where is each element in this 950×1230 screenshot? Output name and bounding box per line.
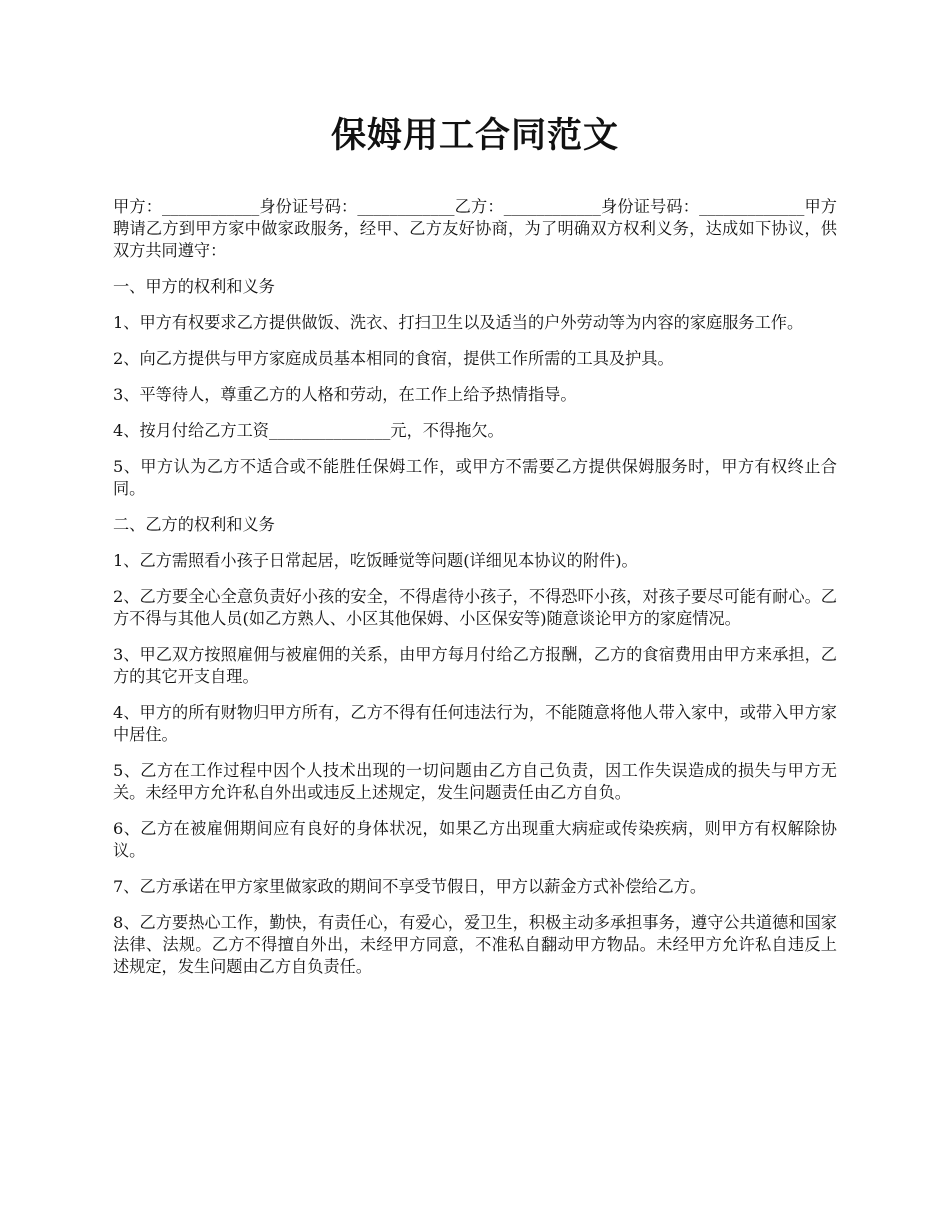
document-title: 保姆用工合同范文	[330, 115, 619, 156]
clause-b-6: 6、乙方在被雇佣期间应有良好的身体状况，如果乙方出现重大病症或传染疾病，则甲方有权解除协议。	[113, 819, 837, 860]
clause-b-3: 3、甲乙双方按照雇佣与被雇佣的关系，由甲方每月付给乙方报酬，乙方的食宿费用由甲方来承担，乙方的其它开支自理。	[113, 645, 837, 686]
clause-a-3: 3、平等待人，尊重乙方的人格和劳动，在工作上给予热情指导。	[113, 385, 577, 404]
clause-a-2: 2、向乙方提供与甲方家庭成员基本相同的食宿，提供工作所需的工具及护具。	[113, 349, 674, 368]
clause-a-1: 1、甲方有权要求乙方提供做饭、洗衣、打扫卫生以及适当的户外劳动等为内容的家庭服务工作。	[113, 313, 804, 332]
document-page	[113, 112, 837, 992]
clause-b-2: 2、乙方要全心全意负责好小孩的安全，不得虐待小孩子，不得恐吓小孩，对孩子要尽可能有耐心。乙方不得与其他人员(如乙方熟人、小区其他保姆、小区保安等)随意谈论甲方的家庭情况。	[113, 587, 837, 628]
clause-b-5: 5、乙方在工作过程中因个人技术出现的一切问题由乙方自己负责，因工作失误造成的损失与甲方无关。未经甲方允许私自外出或违反上述规定，发生问题责任由乙方自负。	[113, 761, 837, 802]
section-heading-party-b: 二、乙方的权利和义务	[113, 515, 275, 534]
clause-b-8: 8、乙方要热心工作，勤快，有责任心，有爱心，爱卫生，积极主动多承担事务，遵守公共道德和国家法律、法规。乙方不得擅自外出，未经甲方同意，不准私自翻动甲方物品。未经甲方允许私自违反上述规定，发生问题由乙方自负责任。	[113, 913, 837, 976]
intro-paragraph: 甲方：____________身份证号码：____________乙方：____________身份证号码：_____________甲方聘请乙方到甲方家中做家政服务，经甲、乙方友好协商，为了明确双方权利义务，达成如下协议，供双方共同遵守：	[113, 197, 837, 260]
clause-a-5: 5、甲方认为乙方不适合或不能胜任保姆工作，或甲方不需要乙方提供保姆服务时，甲方有权终止合同。	[113, 457, 837, 498]
clause-b-1: 1、乙方需照看小孩子日常起居，吃饭睡觉等问题(详细见本协议的附件)。	[113, 551, 638, 570]
section-heading-party-a: 一、甲方的权利和义务	[113, 277, 275, 296]
clause-b-4: 4、甲方的所有财物归甲方所有，乙方不得有任何违法行为，不能随意将他人带入家中，或带入甲方家中居住。	[113, 703, 837, 744]
clause-a-4: 4、按月付给乙方工资_______________元，不得拖欠。	[113, 421, 504, 440]
clause-b-7: 7、乙方承诺在甲方家里做家政的期间不享受节假日，甲方以薪金方式补偿给乙方。	[113, 877, 707, 896]
